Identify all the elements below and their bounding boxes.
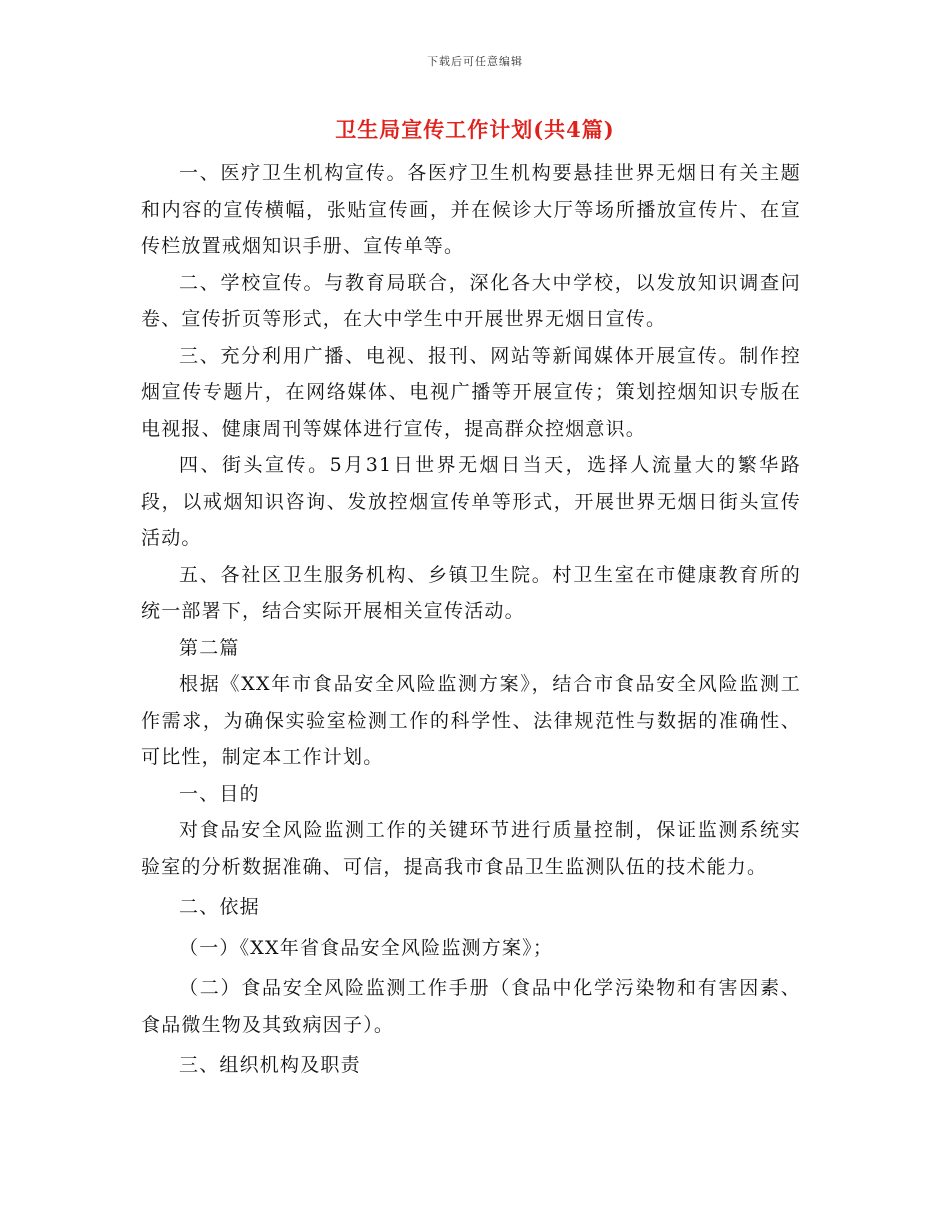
section-heading: 第二篇 — [179, 636, 240, 659]
paragraph: （二）食品安全风险监测工作手册（食品中化学污染物和有害因素、食品微生物及其致病因子）。 — [141, 977, 801, 1036]
paragraph: 五、各社区卫生服务机构、乡镇卫生院。村卫生室在市健康教育所的统一部署下，结合实际开展相关宣传活动。 — [141, 563, 801, 622]
section-heading: 二、依据 — [179, 896, 260, 918]
document-title: 卫生局宣传工作计划(共4篇) — [335, 117, 615, 142]
paragraph: 对食品安全风险监测工作的关键环节进行质量控制，保证监测系统实验室的分析数据准确、可信，提高我市食品卫生监测队伍的技术能力。 — [141, 819, 801, 878]
document-body — [141, 155, 801, 1084]
paragraph: 三、充分利用广播、电视、报刊、网站等新闻媒体开展宣传。制作控烟宣传专题片，在网络媒体、电视广播等开展宣传；策划控烟知识专版在电视报、健康周刊等媒体进行宣传，提高群众控烟意识。 — [141, 344, 801, 440]
section-heading: 三、组织机构及职责 — [179, 1054, 361, 1076]
paragraph: 一、医疗卫生机构宣传。各医疗卫生机构要悬挂世界无烟日有关主题和内容的宣传横幅，张贴宣传画，并在候诊大厅等场所播放宣传片、在宣传栏放置戒烟知识手册、宣传单等。 — [141, 162, 801, 257]
header-note: 下载后可任意编辑 — [427, 55, 523, 68]
paragraph: 二、学校宣传。与教育局联合，深化各大中学校，以发放知识调查问卷、宣传折页等形式，在大中学生中开展世界无烟日宣传。 — [141, 271, 801, 330]
paragraph: 根据《XX年市食品安全风险监测方案》，结合市食品安全风险监测工作需求，为确保实验室检测工作的科学性、法律规范性与数据的准确性、可比性，制定本工作计划。 — [141, 673, 801, 768]
paragraph: （一）《XX年省食品安全风险监测方案》； — [179, 936, 554, 959]
paragraph: 四、街头宣传。5月31日世界无烟日当天，选择人流量大的繁华路段，以戒烟知识咨询、发放控烟宣传单等形式，开展世界无烟日街头宣传活动。 — [141, 454, 801, 549]
section-heading: 一、目的 — [179, 782, 260, 805]
